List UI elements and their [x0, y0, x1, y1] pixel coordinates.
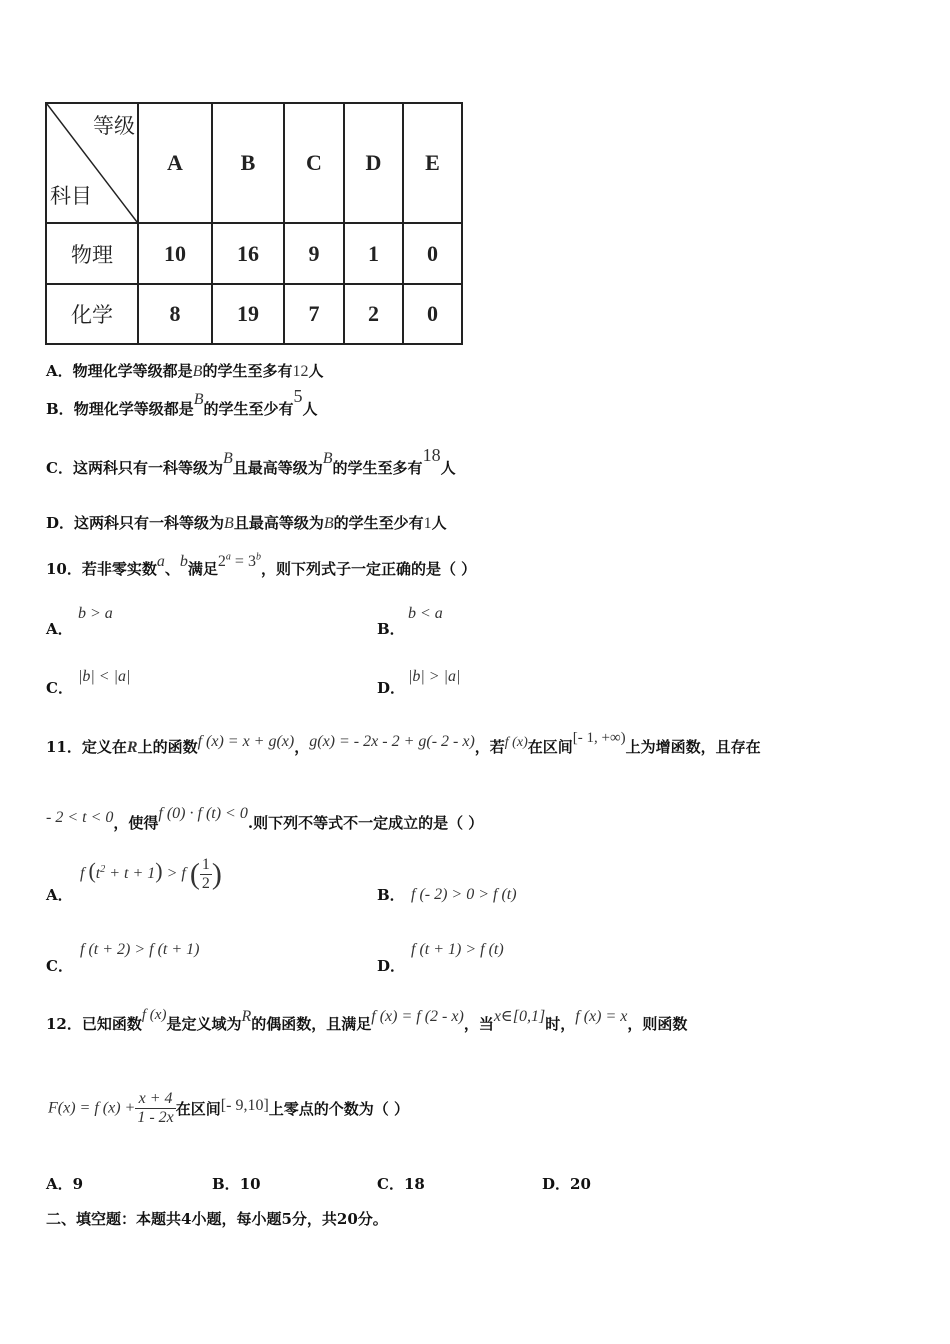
q10-option-d-expr: |b| > |a| — [408, 668, 461, 685]
subject-physics: 物理 — [46, 223, 138, 284]
q10-option-c-expr: |b| < |a| — [78, 668, 131, 685]
q11-option-d-expr: f (t + 1) > f (t) — [411, 941, 504, 958]
table-cell: 19 — [212, 284, 284, 344]
table-cell: 9 — [284, 223, 344, 284]
grade-table — [45, 102, 463, 345]
q10-condition: $2^a = 3^b$ — [217, 551, 261, 570]
table-cell: 7 — [284, 284, 344, 344]
q11-option-b-expr: f (- 2) > 0 > f (t) — [411, 886, 517, 903]
grade-header-c: C — [284, 103, 344, 223]
q12-stem-line1: 12．已知函数f (x)是定义域为R的偶函数，且满足f (x) = f (2 - x)，当x∈[0,1]时，f (x) = x，则函数 — [46, 1007, 688, 1033]
grade-header-d: D — [344, 103, 403, 223]
q10-option-a: A． — [46, 620, 73, 638]
q10-stem: 10．若非零实数a、b满足$2^a = 3^b$，则下列式子一定正确的是（ ） — [46, 551, 477, 578]
q11-option-c-expr: f (t + 2) > f (t + 1) — [80, 941, 200, 958]
q12-option-d: D．20 — [542, 1175, 591, 1193]
q9-option-c: C．这两科只有一科等级为B且最高等级为B的学生至多有18人 — [46, 445, 456, 477]
q10-option-d: D． — [377, 679, 406, 697]
table-cell: 16 — [212, 223, 284, 284]
q11-stem-line2: - 2 < t < 0，使得f (0) · f (t) < 0.则下列不等式不一定成立的是（ ） — [46, 805, 484, 832]
q11-option-c: C． — [46, 957, 73, 975]
q9-option-d: D．这两科只有一科等级为B且最高等级为B的学生至少有1人 — [46, 514, 447, 532]
q10-option-a-expr: b > a — [78, 605, 113, 622]
table-cell: 0 — [403, 284, 462, 344]
q12-fraction: $\frac{x + 4}{1 - 2x}$ — [137, 1090, 174, 1126]
table-cell: 2 — [344, 284, 403, 344]
q9-option-b: B．物理化学等级都是B的学生至少有5人 — [46, 386, 318, 418]
subject-chemistry: 化学 — [46, 284, 138, 344]
header-diagonal-cell — [46, 103, 138, 223]
grade-header-e: E — [403, 103, 462, 223]
q11-option-a: A． — [46, 886, 73, 904]
grade-header-a: A — [138, 103, 212, 223]
table-cell: 8 — [138, 284, 212, 344]
q10-option-b: B． — [377, 620, 405, 638]
q12-stem-line2: F(x) = f (x) + $\frac{x + 4}{1 - 2x}$ 在区间[- 9,10]上零点的个数为（ ） — [48, 1090, 409, 1126]
q10-option-b-expr: b < a — [408, 605, 443, 622]
table-cell: 0 — [403, 223, 462, 284]
q11-option-d: D． — [377, 957, 406, 975]
q12-option-a: A．9 — [46, 1175, 84, 1193]
q10-option-c: C． — [46, 679, 73, 697]
table-row — [46, 223, 462, 284]
table-cell: 1 — [344, 223, 403, 284]
q12-option-b: B．10 — [212, 1175, 261, 1193]
table-row — [46, 284, 462, 344]
table-cell: 10 — [138, 223, 212, 284]
q12-option-c: C．18 — [377, 1175, 425, 1193]
header-grade-label: 等级 — [93, 114, 135, 138]
q11-option-b: B． — [377, 886, 405, 904]
q11-stem-line1: 11．定义在R上的函数f (x) = x + g(x)，g(x) = - 2x - 2 + g(- 2 - x)，若f (x)在区间[- 1, +∞)上为增函数，且存在 — [46, 730, 761, 756]
grade-header-b: B — [212, 103, 284, 223]
q9-option-a: A．物理化学等级都是B的学生至多有12人 — [46, 362, 324, 380]
section-title-fill-in: 二、填空题：本题共4小题，每小题5分，共20分。 — [46, 1210, 388, 1228]
q11-option-a-expr: f $(t^2 + t + 1) > f$ ( $\frac{1}{2}$ ) — [80, 856, 222, 892]
header-subject-label: 科目 — [50, 184, 92, 208]
